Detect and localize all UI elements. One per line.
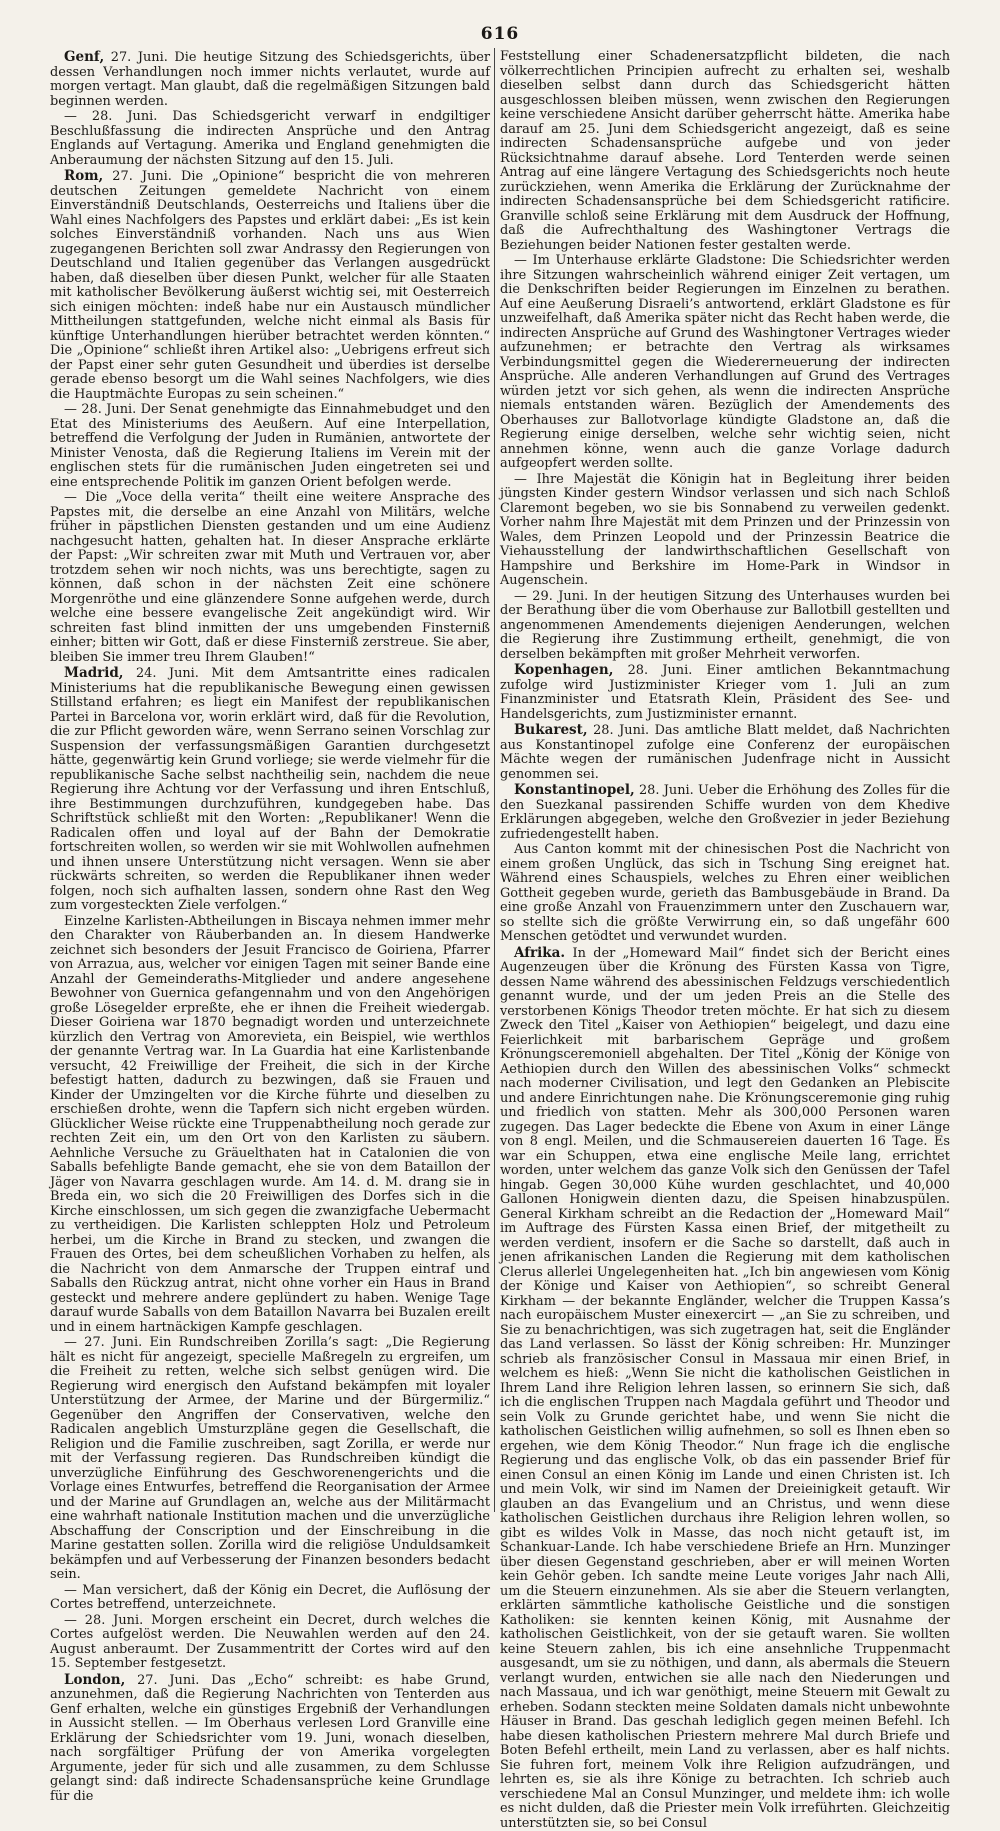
article-paragraph	[50, 1673, 490, 1805]
paragraph-text: — Im Unterhause erklärte Gladstone: Die Schiedsrichter werden ihre Sitzungen wahrscheinlich während einiger Zeit vertagen, um die Denkschriften beider Regierungen im Einzelnen zu berathen. Auf eine Aeußerung Disraeli’s antwortend, erklärt Gladstone es für unzweifelhaft, daß Amerika später nicht das Recht haben werde, die indirecten Ansprüche auf Grund des Washingtoner Vertrages wieder aufzunehmen; er betrachte den Vertrag als wirksames Verbindungsmittel gegen die Wiedererneuerung der indirecten Ansprüche. Alle anderen Verhandlungen auf Grund des Vertrages würden jetzt vor sich gehen, als wenn die indirecten Ansprüche niemals entstanden wären. Bezüglich der Amendements des Oberhauses zur Ballotvorlage kündigte Gladstone an, daß die Regierung einige derselben, welche sehr wichtig seien, nicht annehmen könne, wenn auch die ganze Vorlage dadurch aufgeopfert werden sollte.	[500, 253, 950, 471]
article-paragraph	[500, 254, 950, 472]
article-paragraph	[50, 666, 490, 914]
paragraph-text: — Man versichert, daß der König ein Decret, die Auflösung der Cortes betreffend, unterzeichnete.	[50, 1583, 490, 1613]
paragraph-text: — 27. Juni. Ein Rundschreiben Zorilla’s sagt: „Die Regierung hält es nicht für angezeigt, specielle Maßregeln zu ergreifen, um die Freiheit zu retten, welche sich selbst genügen wird. Die Regierung wird energisch den Aufstand bekämpfen mit loyaler Unterstützung der Armee, der Marine und der Bürgermiliz.“ Gegenüber den Angriffen der Conservativen, welche den Radicalen angeblich Umsturzpläne gegen die Gesellschaft, die Religion und die Familie zuschreiben, sagt Zorilla, er werde nur mit der Verfassung regieren. Das Rundschreiben kündigt die unverzügliche Einführung des Geschworenengerichts und die Vorlage eines Entwurfes, betreffend die Reorganisation der Armee und der Marine auf Grundlagen an, welche aus der Militärmacht eine wahrhaft nationale Institution machen und die unverzügliche Abschaffung der Conscription und der Einschreibung in die Marine gestatten sollen. Zorilla wird die religiöse Unduldsamkeit bekämpfen und auf Verbesserung der Finanzen besonders bedacht sein.	[50, 1335, 490, 1582]
paragraph-text: Feststellung einer Schadenersatzpflicht bildeten, die nach völkerrechtlichen Principien aufrecht zu erhalten sei, weshalb dieselben selbst dann durch das Schiedsgericht hätten ausgeschlossen bleiben müssen, wenn zwischen den Regierungen keine verschiedene Ansicht darüber geherrscht hätte. Amerika habe darauf am 25. Juni dem Schiedsgericht angezeigt, daß es seine indirecten Schadensansprüche aufgebe und von jeder Rücksichtnahme darauf absehe. Lord Tenterden werde seinen Antrag auf eine längere Vertagung des Schiedsgerichts noch heute zurückziehen, wenn Amerika die Erklärung der Zurücknahme der indirecten Schadensansprüche bei dem Schiedsgericht ratificire. Granville schloß seine Erklärung mit dem Ausdruck der Hoffnung, daß die Aufrechthaltung des Washingtoner Vertrags die Beziehungen beider Nationen fester gestalten werde.	[500, 49, 950, 253]
article-paragraph	[50, 169, 490, 402]
dateline: Kopenhagen,	[514, 662, 613, 678]
article-paragraph	[50, 1584, 490, 1613]
paragraph-text: — 29. Juni. In der heutigen Sitzung des Unterhauses wurden bei der Berathung über die vom Oberhause zur Ballotbill gestellten und angenommenen Amendements diejenigen Aenderungen, welchen die Regierung ihre Zustimmung ertheilt, genehmigt, die von derselben bekämpften mit großer Mehrheit verworfen.	[500, 589, 950, 662]
dateline: Rom,	[64, 168, 103, 184]
article-paragraph	[500, 946, 950, 1831]
paragraph-text: 27. Juni. Die „Opinione“ bespricht die von mehreren deutschen Zeitungen gemeldete Nachricht von einem Einverständniß Deutschlands, Oesterreichs und Italiens über die Wahl eines Nachfolgers des Papstes und erklärt dabei: „Es ist kein solches Einverständniß vorhanden. Nach uns aus Wien zugegangenen Berichten soll zwar Andrassy den Regierungen von Deutschland und Italien gegenüber das Verlangen ausgedrückt haben, daß dieselben über diesen Punkt, welcher für alle Staaten mit katholischer Bevölkerung äußerst wichtig sei, mit Oesterreich sich einigen möchten: indeß habe nur ein Austausch mündlicher Mittheilungen stattgefunden, welche nicht einmal als Basis für künftige Unterhandlungen hierüber betrachtet werden könnten.“ Die „Opinione“ schließt ihren Artikel also: „Uebrigens erfreut sich der Papst einer sehr guten Gesundheit und überdies ist derselbe gerade ebenso besorgt um die Wahl seines Nachfolgers, wie dies die Hauptmächte Europas zu sein scheinen.“	[50, 169, 490, 402]
paragraph-text: In der „Homeward Mail“ findet sich der Bericht eines Augenzeugen über die Krönung des Fürsten Kassa von Tigre, dessen Name während des abessinischen Feldzugs verschiedentlich genannt wurde, und der um jeden Preis an die Stelle des verstorbenen Königs Theodor treten möchte. Er hat sich zu diesem Zweck den Titel „Kaiser von Aethiopien“ beigelegt, und dazu eine Feierlichkeit mit barbarischem Gepräge und großem Krönungsceremoniell abgehalten. Der Titel „König der Könige von Aethiopien durch den Willen des abessinischen Volks“ schmeckt nach moderner Civilisation, und legt den Gedanken an Plebiscite und andere Einrichtungen nahe. Die Krönungsceremonie ging ruhig und friedlich von statten. Mehr als 300,000 Personen waren zugegen. Das Lager bedeckte die Ebene von Axum in einer Länge von 8 engl. Meilen, und die Schmausereien dauerten 16 Tage. Es war ein Schuppen, etwa eine englische Meile lang, errichtet worden, unter welchem das ganze Volk sich den Genüssen der Tafel hingab. Gegen 30,000 Kühe wurden geschlachtet, und 40,000 Gallonen Honigwein dienten dazu, die Speisen hinabzuspülen. General Kirkham schreibt an die Redaction der „Homeward Mail“ im Auftrage des Fürsten Kassa einen Brief, der mitgetheilt zu werden verdient, insofern er die Sache so darstellt, daß auch in jenen afrikanischen Landen die Regierung mit dem katholischen Clerus allerlei Ungelegenheiten hat. „Ich bin angewiesen vom König der Könige und Kaiser von Aethiopien“, so schreibt General Kirkham — der bekannte Engländer, welcher die Truppen Kassa’s nach europäischem Muster einexercirt — „an Sie zu schreiben, und Sie zu benachrichtigen, was sich zugetragen hat, seit die Engländer das Land verlassen. So lässt der König schreiben: Hr. Munzinger schrieb als französischer Consul in Massaua mir einen Brief, in welchem es hieß: „Wenn Sie nicht die katholischen Geistlichen in Ihrem Land ihre Religion lehren lassen, so erinnern Sie sich, daß ich die englischen Truppen nach Magdala geführt und Theodor und sein Volk zu Grunde gerichtet habe, und wenn Sie nicht die katholischen Geistlichen willig aufnehmen, so soll es Ihnen eben so ergehen, wie dem König Theodor.“ Nun frage ich die englische Regierung und das englische Volk, ob das ein passender Brief für einen Consul an einen König im Lande und einen Christen ist. Ich und mein Volk, wir sind im Namen der Dreieinigkeit getauft. Wir glauben an das Evangelium und an Christus, und wenn diese katholischen Geistlichen durchaus ihre Religion lehren wollen, so gibt es wildes Volk in Masse, das noch nicht getauft ist, im Schankuar-Lande. Ich habe verschiedene Briefe an Hrn. Munzinger über diesen Gegenstand geschrieben, aber er will meinen Worten kein Gehör geben. Ich sandte meine Leute voriges Jahr nach Alli, um die Steuern einzunehmen. Als sie aber die Steuern verlangten, erklärten sämmtliche katholische Geistliche und die sonstigen Katholiken: sie kennten keinen König, mit Ausnahme der katholischen Geistlichkeit, von der sie getauft waren. Sie wollten keine Steuern zahlen, bis ich eine ansehnliche Truppenmacht ausgesandt, um sie zu nöthigen, und dann, als abermals die Steuern verlangt wurden, entwichen sie alle nach den Niederungen und nach Massaua, und ich war genöthigt, meine Steuern mit Gewalt zu erheben. Sodann steckten meine Soldaten damals nicht unbewohnte Häuser in Brand. Das geschah lediglich gegen meinen Befehl. Ich habe diesen katholischen Priestern mehrere Mal durch Briefe und Boten Befehl ertheilt, mein Land zu verlassen, aber es half nichts. Sie fuhren fort, meinem Volk ihre Religion aufzudrängen, und lehrten es, sie als ihre Könige zu betrachten. Ich schrieb auch verschiedene Mal an Consul Munzinger, und meldete ihm: ich wolle es nicht dulden, daß die Priester mein Volk irreführten. Gleichzeitig unterstützten sie, so bei Consul	[500, 946, 950, 1831]
paragraph-text: — 28. Juni. Morgen erscheint ein Decret, durch welches die Cortes aufgelöst werden. Die Neuwahlen werden auf den 24. August anberaumt. Der Zusammentritt der Cortes wird auf den 15. September festgesetzt.	[50, 1613, 490, 1672]
article-paragraph	[500, 663, 950, 722]
dateline: Konstantinopel,	[514, 782, 635, 798]
paragraph-text: 24. Juni. Mit dem Amtsantritte eines radicalen Ministeriums hat die republikanische Bewegung einen gewissen Stillstand erfahren; es liegt ein Manifest der republikanischen Partei in Barcelona vor, worin erklärt wird, daß für die Revolution, die zur Pflicht geworden wäre, wenn Serrano seinen Vorschlag zur Suspension der verfassungsmäßigen Garantien durchgesetzt hätte, gegenwärtig kein Grund vorliege; sie werde vielmehr für die republikanische Sache selbst nachtheilig sein, nachdem die neue Regierung ihre Achtung vor der Verfassung und ihren Entschluß, ihre Bestimmungen durchzuführen, kundgegeben habe. Das Schriftstück schließt mit den Worten: „Republikaner! Wenn die Radicalen offen und loyal auf der Bahn der Demokratie fortschreiten wollen, so werden wir sie mit Wohlwollen aufnehmen und ihnen unsere Unterstützung nicht versagen. Wenn sie aber rückwärts schreiten, so werden die Republikaner ihnen weder folgen, noch sich aufhalten lassen, sondern ohne Rast den Weg zum vorgesteckten Ziele verfolgen.“	[50, 666, 490, 913]
article-paragraph	[50, 1336, 490, 1583]
column-divider	[494, 48, 495, 1512]
right-column	[500, 50, 950, 1510]
paragraph-text: — Die „Voce della verita“ theilt eine weitere Ansprache des Papstes mit, die derselbe an eine Anzahl von Militärs, welche früher in päpstlichen Diensten gestanden und um eine Audienz nachgesucht hatten, gehalten hat. In dieser Ansprache erklärte der Papst: „Wir schreiten zwar mit Muth und Vertrauen vor, aber trotzdem sehen wir noch nichts, was uns berechtigte, sagen zu können, daß schon in der nächsten Zeit eine schönere Morgenröthe und eine glänzendere Sonne aufgehen werde, durch welche eine bessere evangelische Zeit angekündigt wird. Wir schreiten fast blind inmitten der uns umgebenden Finsterniß einher; bitten wir Gott, daß er diese Finsterniß zerstreue. Sie aber, bleiben Sie immer treu Ihrem Glauben!“	[50, 490, 490, 665]
dateline: London,	[64, 1672, 125, 1688]
paragraph-text: Aus Canton kommt mit der chinesischen Post die Nachricht von einem großen Unglück, das sich in Tschung Sing ereignet hat. Während eines Schauspiels, welches zu Ehren einer weiblichen Gottheit gegeben wurde, gerieth das Bambusgebäude in Brand. Da eine große Anzahl von Frauenzimmern unter den Zuschauern war, so stellte sich die größte Verwirrung ein, so daß ungefähr 600 Menschen getödtet und verwundet wurden.	[500, 842, 950, 944]
page-number: 616	[0, 24, 1000, 44]
paragraph-text: 27. Juni. Die heutige Sitzung des Schiedsgerichts, über dessen Verhandlungen noch immer nichts verlautet, wurde auf morgen vertagt. Man glaubt, daß die regelmäßigen Sitzungen bald beginnen werden.	[50, 50, 490, 109]
article-paragraph	[50, 915, 490, 1336]
dateline: Afrika.	[514, 945, 565, 961]
paragraph-text: — 28. Juni. Der Senat genehmigte das Einnahmebudget und den Etat des Ministeriums des Aeußern. Auf eine Interpellation, betreffend die Verfolgung der Juden in Rumänien, antwortete der Minister Venosta, daß die Regierung Italiens im Verein mit der englischen stets für die rumänischen Juden eingetreten sei und eine entsprechende Politik im ganzen Orient befolgen werde.	[50, 402, 490, 490]
article-paragraph	[500, 473, 950, 589]
paragraph-text: — Ihre Majestät die Königin hat in Begleitung ihrer beiden jüngsten Kinder gestern Windsor verlassen und sich nach Schloß Claremont begeben, wo sie bis Sonnabend zu verweilen gedenkt. Vorher nahm Ihre Majestät mit dem Prinzen und der Prinzessin von Wales, dem Prinzen Leopold und der Prinzessin Beatrice die Viehausstellung der landwirthschaftlichen Gesellschaft von Hampshire und Berkshire im Home-Park in Windsor in Augenschein.	[500, 472, 950, 589]
dateline: Bukarest,	[514, 722, 588, 738]
article-paragraph	[500, 590, 950, 663]
article-paragraph	[500, 50, 950, 253]
paragraph-text: Einzelne Karlisten-Abtheilungen in Biscaya nehmen immer mehr den Charakter von Räuberbanden an. In diesem Handwerke zeichnet sich besonders der Jesuit Francisco de Goiriena, Pfarrer von Arrazua, aus, welcher vor einigen Tagen mit seiner Bande eine Anzahl der Gemeinderaths-Mitglieder und andere angesehene Bewohner von Guernica gefangennahm und von den Angehörigen große Lösegelder erpreßte, ehe er ihnen die Freiheit wiedergab. Dieser Goiriena war 1870 begnadigt worden und unterzeichnete kürzlich den Vertrag von Amorevieta, ein Beispiel, wie werthlos der genannte Vertrag war. In La Guardia hat eine Karlistenbande versucht, 42 Freiwillige der Freiheit, die sich in der Kirche befestigt hatten, dadurch zu bezwingen, daß sie Frauen und Kinder der Umzingelten vor die Kirche führte und dieselben zu erschießen drohte, wenn die Tapfern sich nicht ergeben würden. Glücklicher Weise rückte eine Truppenabtheilung noch gerade zur rechten Zeit ein, um den Ort von den Karlisten zu säubern. Aehnliche Versuche zu Gräuelthaten hat in Catalonien die von Saballs befehligte Bande gemacht, ehe sie von dem Bataillon der Jäger von Navarra geschlagen wurde. Am 14. d. M. drang sie in Breda ein, wo sich die 20 Freiwilligen des Dorfes sich in die Kirche einschlossen, um sich gegen die zwanzigfache Uebermacht zu vertheidigen. Die Karlisten schleppten Holz und Petroleum herbei, um die Kirche in Brand zu stecken, und zwangen die Frauen des Ortes, bei dem scheußlichen Vorhaben zu helfen, als die Nachricht von dem Anmarsche der Truppen eintraf und Saballs den Rückzug antrat, nicht ohne vorher ein Haus in Brand gesteckt und mehrere andere geplündert zu haben. Wenige Tage darauf wurde Saballs von dem Bataillon Navarra bei Buzalen ereilt und in einem hartnäckigen Kampfe geschlagen.	[50, 914, 490, 1335]
paragraph-text: 28. Juni. Das amtliche Blatt meldet, daß Nachrichten aus Konstantinopel zufolge eine Conferenz der europäischen Mächte wegen der rumänischen Judenfrage nicht in Aussicht genommen sei.	[500, 723, 950, 782]
article-paragraph	[500, 843, 950, 945]
dateline: Genf,	[64, 49, 104, 65]
article-paragraph	[500, 783, 950, 842]
paragraph-text: 27. Juni. Das „Echo“ schreibt: es habe Grund, anzunehmen, daß die Regierung Nachrichten von Tenterden aus Genf erhalten, welche ein günstiges Ergebniß der Verhandlungen in Aussicht stellen. — Im Oberhaus verlesen Lord Granville eine Erklärung der Schiedsrichter vom 19. Juni, wonach dieselben, nach sorgfältiger Prüfung der von Amerika vorgelegten Argumente, jeder für sich und alle zusammen, zu dem Schlusse gelangt sind: daß indirecte Schadensansprüche keine Grundlage für die	[50, 1673, 490, 1804]
article-paragraph	[50, 1614, 490, 1672]
paragraph-text: 28. Juni. Ueber die Erhöhung des Zolles für die den Suezkanal passirenden Schiffe wurden von dem Khedive Erklärungen abgegeben, welche den Großvezier in jeder Beziehung zufriedengestellt haben.	[500, 783, 950, 842]
dateline: Madrid,	[64, 665, 124, 681]
article-paragraph	[500, 723, 950, 782]
article-paragraph	[50, 110, 490, 168]
article-paragraph	[50, 50, 490, 109]
paragraph-text: — 28. Juni. Das Schiedsgericht verwarf in endgiltiger Beschlußfassung die indirecten Ansprüche und den Antrag Englands auf Vertagung. Amerika und England genehmigten die Anberaumung der nächsten Sitzung auf den 15. Juli.	[50, 109, 490, 168]
article-paragraph	[50, 403, 490, 490]
left-column	[50, 50, 490, 1510]
article-paragraph	[50, 491, 490, 665]
paragraph-text: 28. Juni. Einer amtlichen Bekanntmachung zufolge wird Justizminister Krieger vom 1. Juli an zum Finanzminister und Etatsrath Klein, Präsident des See- und Handelsgerichts, zum Justizminister ernannt.	[500, 663, 950, 722]
